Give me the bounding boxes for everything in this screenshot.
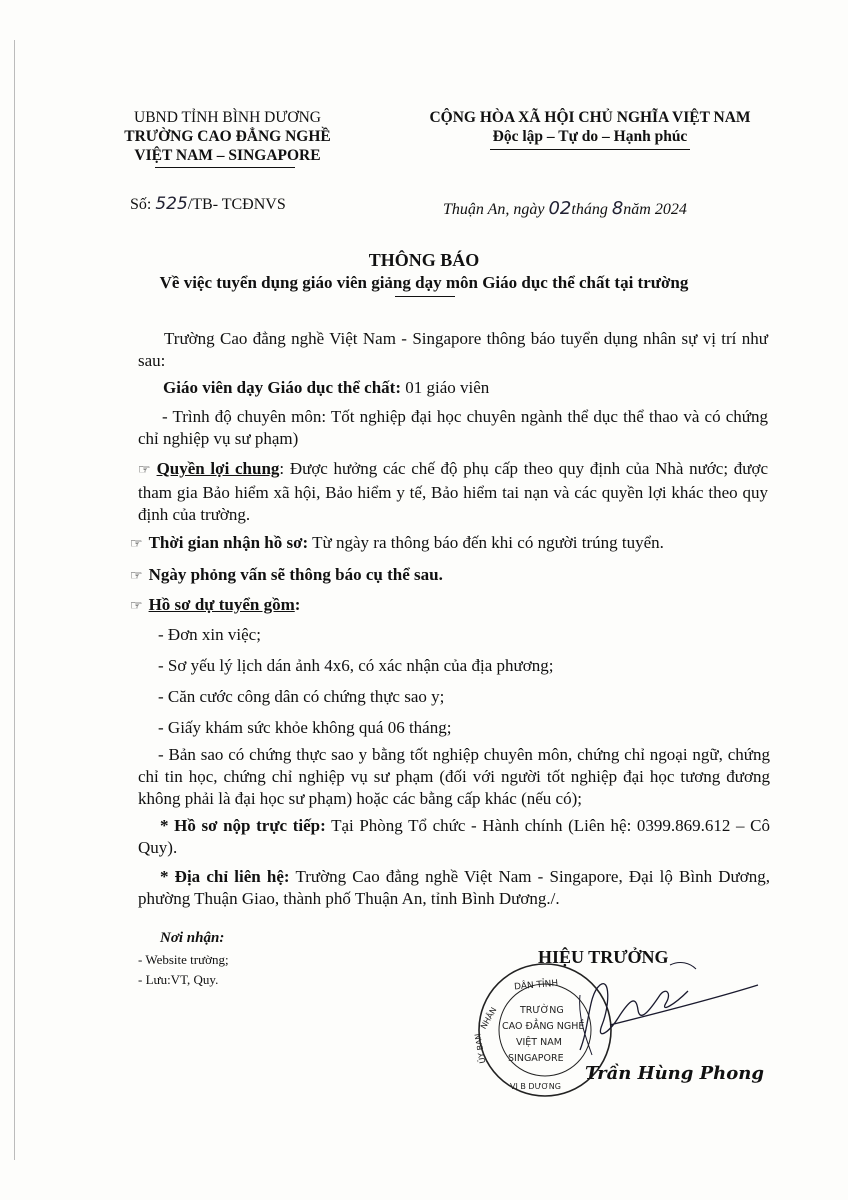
country-name: CỘNG HÒA XÃ HỘI CHỦ NGHĨA VIỆT NAM bbox=[429, 109, 751, 126]
subtitle-rule bbox=[395, 296, 455, 297]
recipient-2: - Lưu:VT, Quy. bbox=[138, 972, 219, 987]
address-paragraph: * Địa chỉ liên hệ: Trường Cao đẳng nghề Việt Nam - Singapore, Đại lộ Bình Dương, phường Thuận Giao, thành phố Thuận An, tỉnh Bình Dương./. bbox=[138, 867, 771, 908]
stamp-line-1: TRƯỜNG bbox=[520, 1005, 564, 1016]
recipient-1: - Website trường; bbox=[138, 952, 229, 967]
docs-item-1: - Đơn xin việc; bbox=[158, 625, 261, 644]
header-right bbox=[405, 108, 775, 146]
position-label: Giáo viên dạy Giáo dục thể chất: bbox=[163, 378, 402, 397]
benefits-paragraph: ☞ Quyền lợi chung: Được hưởng các chế độ phụ cấp theo quy định của Nhà nước; được tham gia Bảo hiểm xã hội, Bảo hiểm y tế, Bảo hiểm tai nạn và các quyền lợi khác theo quy định của trường. bbox=[138, 459, 768, 524]
scan-edge-line bbox=[14, 40, 15, 1160]
benefits-label: Quyền lợi chung bbox=[156, 459, 280, 478]
province-name: UBND TỈNH BÌNH DƯƠNG bbox=[134, 109, 321, 126]
docs-item-4: - Giấy khám sức khỏe không quá 06 tháng; bbox=[158, 718, 452, 737]
header-right-rule bbox=[490, 149, 690, 150]
docs-heading: ☞ Hồ sơ dự tuyển gồm: bbox=[130, 594, 300, 618]
document-number: Số: 525/TB- TCĐNVS bbox=[130, 194, 286, 214]
document-subtitle: Về việc tuyển dụng giáo viên giảng dạy môn Giáo dục thể chất tại trường bbox=[159, 273, 689, 292]
pointing-hand-icon: ☞ bbox=[130, 537, 143, 552]
document-date: Thuận An, ngày 02tháng 8năm 2024 bbox=[443, 198, 687, 219]
signer-name: Trần Hùng Phong bbox=[585, 1063, 764, 1084]
school-name-line1: TRƯỜNG CAO ĐẲNG NGHỀ bbox=[124, 128, 331, 145]
interview-line: ☞ Ngày phỏng vấn sẽ thông báo cụ thể sau. bbox=[130, 564, 443, 588]
submit-paragraph: * Hồ sơ nộp trực tiếp: Tại Phòng Tổ chức - Hành chính (Liên hệ: 0399.869.612 – Cô Quy). bbox=[138, 816, 770, 857]
number-handwritten: 525 bbox=[155, 194, 188, 214]
stamp-ring-left: NHÂN bbox=[478, 1005, 499, 1031]
position-value: 01 giáo viên bbox=[405, 378, 490, 397]
header-left-rule bbox=[155, 167, 295, 168]
signer-title: HIỆU TRƯỞNG bbox=[538, 947, 669, 967]
address-label: * Địa chỉ liên hệ: bbox=[160, 867, 290, 886]
time-label: Thời gian nhận hồ sơ: bbox=[148, 533, 309, 552]
date-month-handwritten: 8 bbox=[611, 198, 624, 219]
stamp-line-4: SINGAPORE bbox=[508, 1053, 564, 1064]
signature-stroke bbox=[580, 984, 758, 1050]
document-title: THÔNG BÁO bbox=[368, 250, 480, 270]
docs-item-2: - Sơ yếu lý lịch dán ảnh 4x6, có xác nhận của địa phương; bbox=[158, 656, 554, 675]
date-day-handwritten: 02 bbox=[548, 198, 572, 219]
docs-label: Hồ sơ dự tuyển gồm bbox=[148, 595, 295, 614]
school-name-line2: VIỆT NAM – SINGAPORE bbox=[134, 147, 321, 164]
docs-item-3: - Căn cước công dân có chứng thực sao y; bbox=[158, 687, 445, 706]
time-line: ☞ Thời gian nhận hồ sơ: Từ ngày ra thông báo đến khi có người trúng tuyển. bbox=[130, 532, 664, 556]
submit-label: * Hồ sơ nộp trực tiếp: bbox=[160, 816, 326, 835]
intro-paragraph: Trường Cao đẳng nghề Việt Nam - Singapore thông báo tuyển dụng nhân sự vị trí như sau: bbox=[138, 329, 768, 370]
docs-item-5: - Bản sao có chứng thực sao y bằng tốt nghiệp chuyên môn, chứng chỉ ngoại ngữ, chứng chỉ tin học, chứng chỉ nghiệp vụ sư phạm (đối với người tốt nghiệp đại học tương đương không phải là đại học sư phạm) hoặc các bằng cấp khác (nếu có); bbox=[138, 745, 770, 808]
header-left bbox=[105, 108, 350, 165]
pointing-hand-icon: ☞ bbox=[130, 569, 143, 584]
stamp-ring-bottom: VỊ B DƯƠNG bbox=[510, 1082, 561, 1091]
motto: Độc lập – Tự do – Hạnh phúc bbox=[492, 128, 688, 145]
pointing-hand-icon: ☞ bbox=[138, 463, 151, 478]
stamp-ring-top: DÂN TỈNH bbox=[513, 978, 559, 993]
recipients-label: Nơi nhận: bbox=[160, 930, 225, 946]
stamp-ring-left2: ỦY BAN bbox=[473, 1032, 488, 1065]
qualification-paragraph: - Trình độ chuyên môn: Tốt nghiệp đại học chuyên ngành thể dục thể thao và có chứng chỉ nghiệp vụ sư phạm) bbox=[138, 407, 768, 448]
position-line bbox=[163, 377, 489, 399]
stamp-line-3: VIỆT NAM bbox=[516, 1037, 562, 1048]
pointing-hand-icon: ☞ bbox=[130, 599, 143, 614]
stamp-line-2: CAO ĐẲNG NGHỀ bbox=[502, 1021, 585, 1032]
